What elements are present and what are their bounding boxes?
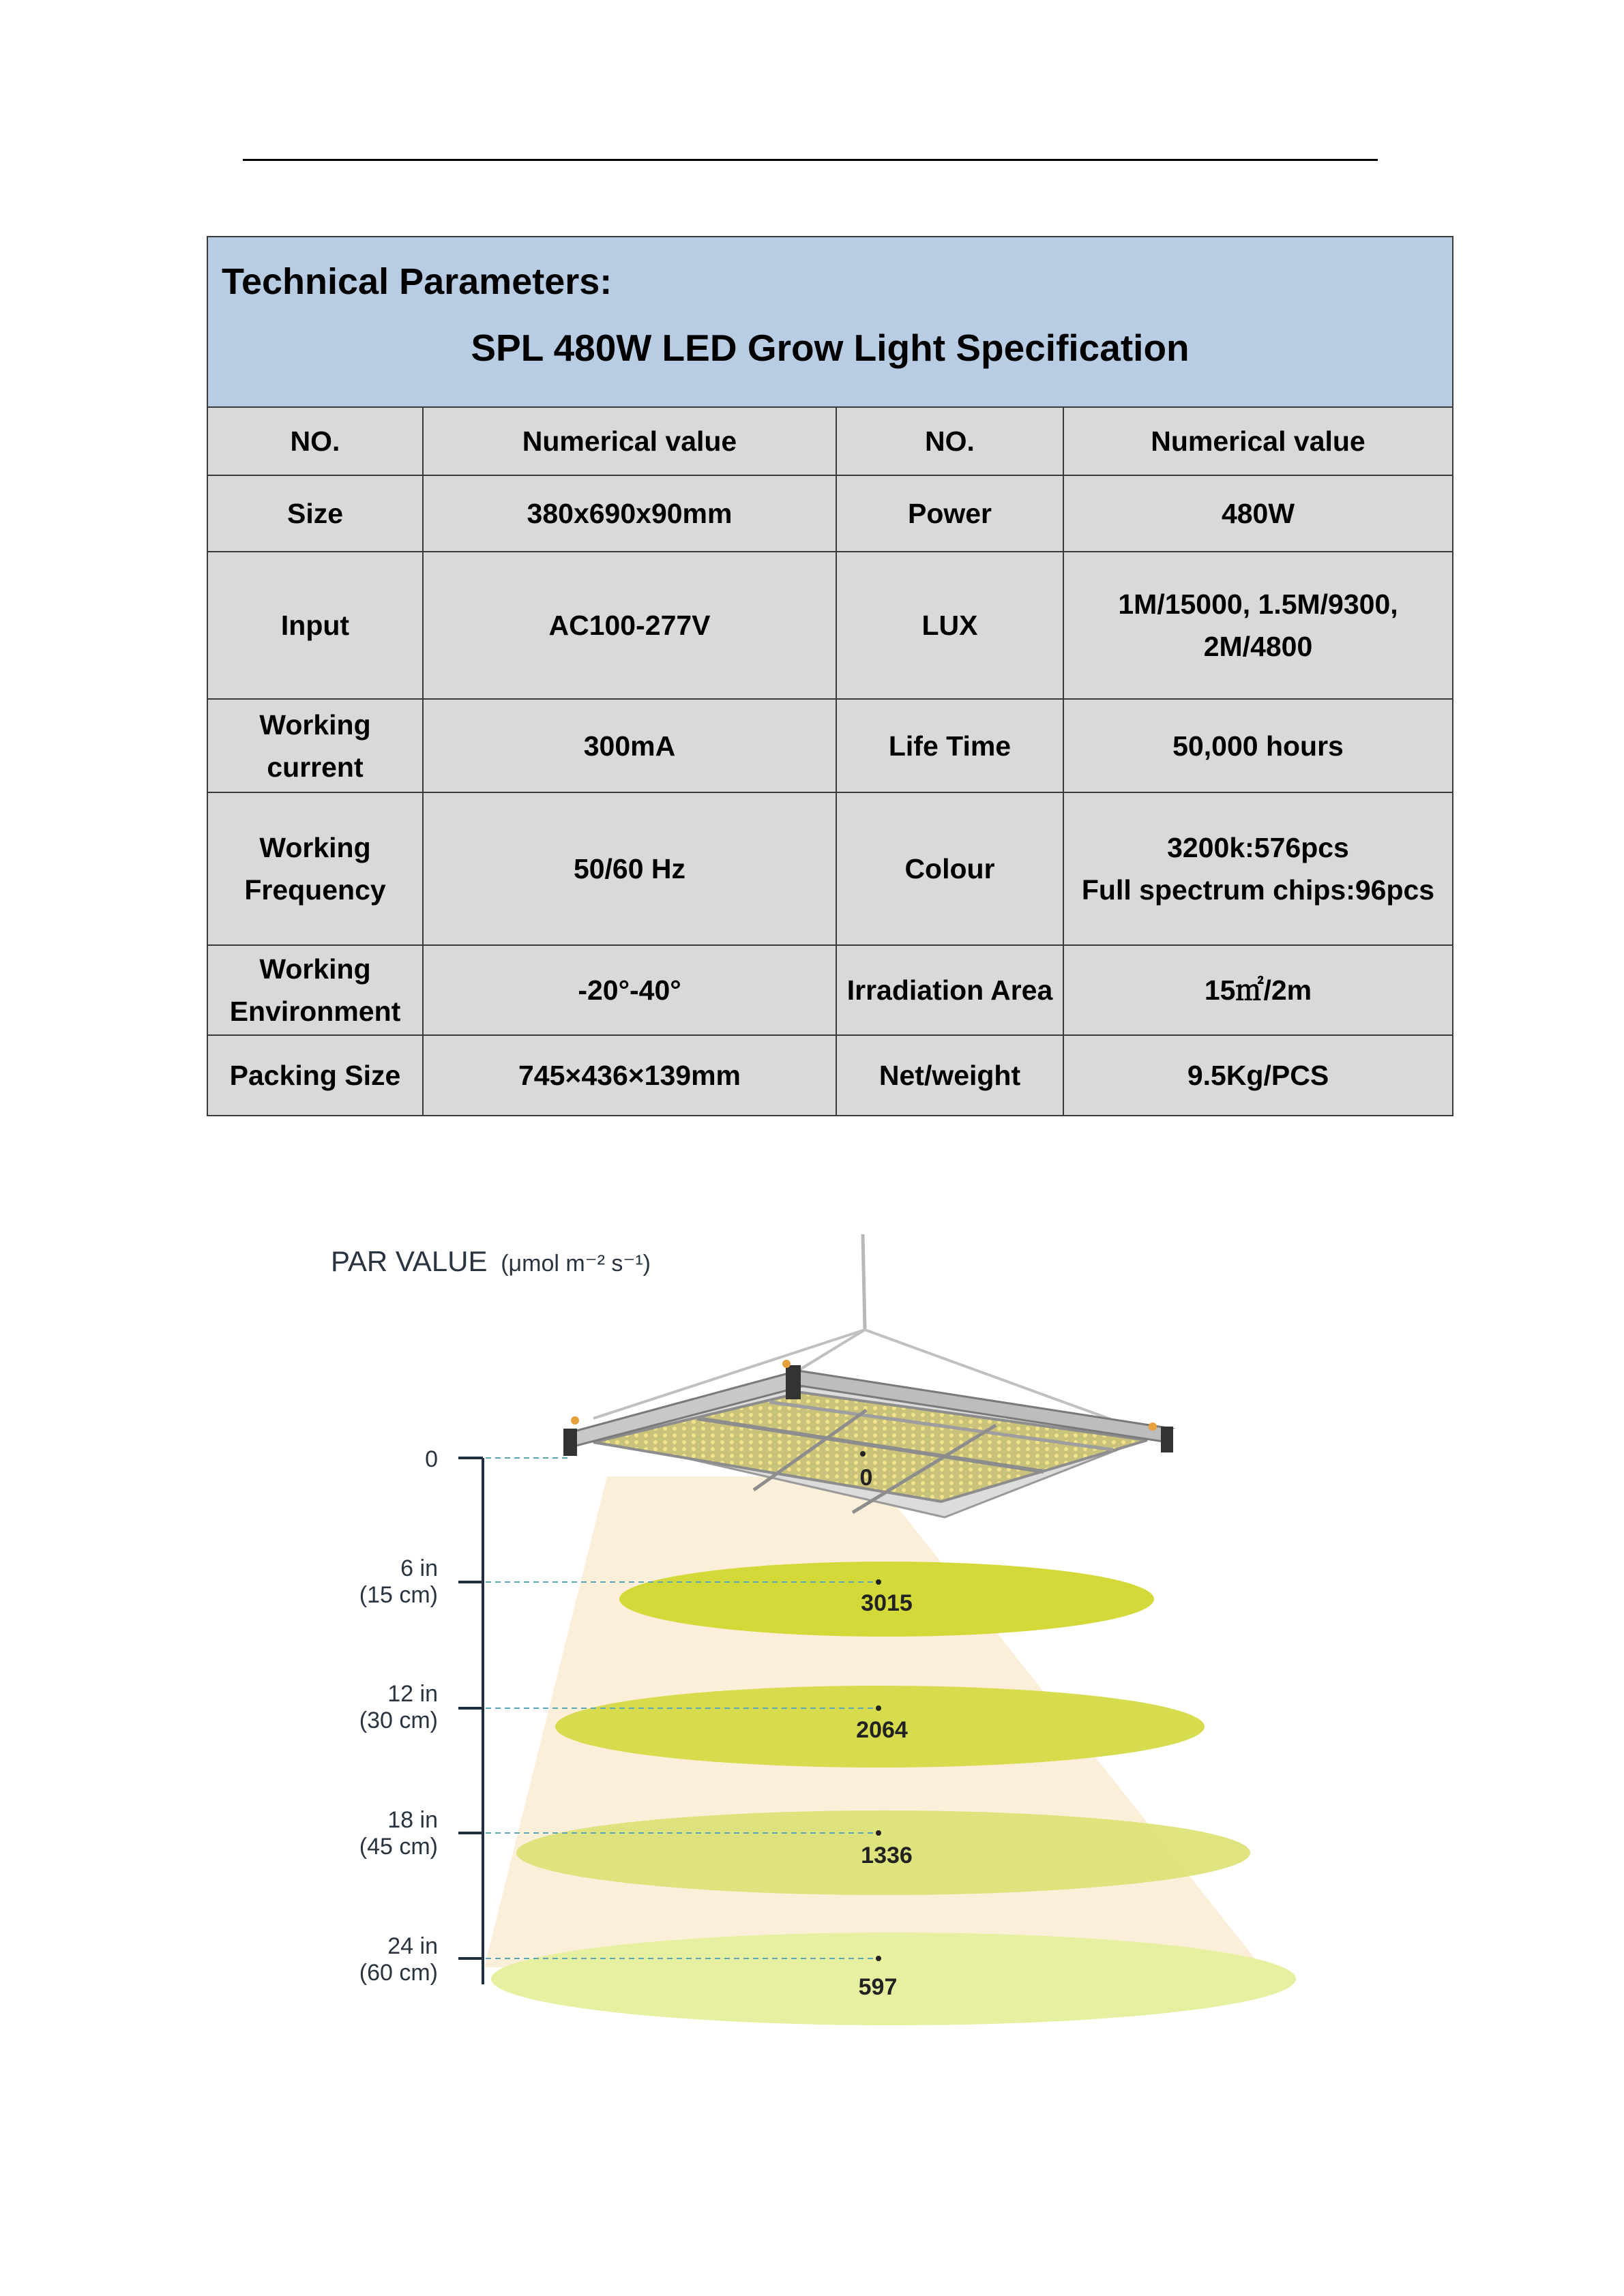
col-header-value-1: Numerical value bbox=[423, 407, 836, 475]
col-header-value-2: Numerical value bbox=[1063, 407, 1453, 475]
param-label: Colour bbox=[836, 792, 1063, 945]
fixture-endcap bbox=[786, 1365, 801, 1399]
value-line: 1M/15000, 1.5M/9300, bbox=[1118, 588, 1398, 620]
table-row bbox=[207, 552, 1453, 699]
param-value bbox=[1063, 792, 1453, 945]
center-dot bbox=[876, 1830, 881, 1836]
par-figure bbox=[307, 1207, 1330, 2039]
param-value: 745×436×139mm bbox=[423, 1035, 836, 1116]
param-value: -20°-40° bbox=[423, 945, 836, 1035]
param-label: Irradiation Area bbox=[836, 945, 1063, 1035]
value-line: 480W bbox=[1221, 498, 1295, 529]
fixture-endcap bbox=[563, 1429, 577, 1456]
fixture-clip bbox=[782, 1360, 791, 1368]
param-label: Life Time bbox=[836, 699, 1063, 792]
par-unit: (μmol m⁻² s⁻¹) bbox=[501, 1251, 651, 1277]
param-value bbox=[1063, 945, 1453, 1035]
param-value: 300mA bbox=[423, 699, 836, 792]
distance-label-cm: (30 cm) bbox=[359, 1708, 438, 1733]
par-value: 3015 bbox=[861, 1590, 913, 1616]
param-label: Input bbox=[207, 552, 423, 699]
table-row bbox=[207, 945, 1453, 1035]
center-dot bbox=[876, 1705, 881, 1711]
col-header-no-2: NO. bbox=[836, 407, 1063, 475]
hanger-wire bbox=[863, 1234, 865, 1330]
fixture-clip bbox=[1149, 1422, 1157, 1431]
table-row bbox=[207, 792, 1453, 945]
param-label: Working current bbox=[207, 699, 423, 792]
param-label: Size bbox=[207, 475, 423, 552]
distance-label-cm: (60 cm) bbox=[359, 1960, 438, 1986]
hanger-wire bbox=[798, 1330, 865, 1371]
value-line: 3200k:576pcs bbox=[1167, 832, 1349, 863]
par-value: 1336 bbox=[861, 1843, 913, 1868]
distance-label-cm: (45 cm) bbox=[359, 1834, 438, 1860]
value-line: 9.5Kg/PCS bbox=[1187, 1060, 1329, 1091]
table-title: SPL 480W LED Grow Light Specification bbox=[471, 327, 1190, 369]
value-line: 2M/4800 bbox=[1203, 631, 1313, 662]
param-label: LUX bbox=[836, 552, 1063, 699]
par-value: 0 bbox=[859, 1465, 873, 1491]
param-value: AC100-277V bbox=[423, 552, 836, 699]
header-rule bbox=[243, 159, 1378, 161]
distance-label: 24 in bbox=[387, 1933, 438, 1959]
param-label: Working Environment bbox=[207, 945, 423, 1035]
table-row bbox=[207, 1035, 1453, 1116]
table-header bbox=[207, 237, 1453, 407]
param-label: Working Frequency bbox=[207, 792, 423, 945]
spec-table bbox=[207, 236, 1453, 1116]
param-label: Packing Size bbox=[207, 1035, 423, 1116]
table-row bbox=[207, 475, 1453, 552]
center-dot bbox=[876, 1956, 881, 1961]
column-header-row bbox=[207, 407, 1453, 475]
value-line: 50,000 hours bbox=[1172, 730, 1344, 762]
distance-label: 6 in bbox=[400, 1555, 438, 1581]
param-label: Power bbox=[836, 475, 1063, 552]
par-value: 2064 bbox=[856, 1717, 908, 1743]
param-label: Net/weight bbox=[836, 1035, 1063, 1116]
center-dot bbox=[876, 1579, 881, 1585]
section-heading: Technical Parameters: bbox=[222, 261, 612, 302]
par-value: 597 bbox=[858, 1974, 898, 2000]
value-line: Full spectrum chips:96pcs bbox=[1081, 874, 1435, 906]
distance-label: 12 in bbox=[387, 1681, 438, 1707]
par-title bbox=[331, 1245, 651, 1277]
param-value bbox=[1063, 1035, 1453, 1116]
param-value: 380x690x90mm bbox=[423, 475, 836, 552]
table-row bbox=[207, 699, 1453, 792]
param-value bbox=[1063, 699, 1453, 792]
par-title-text: PAR VALUE bbox=[331, 1245, 488, 1277]
param-value bbox=[1063, 475, 1453, 552]
param-value bbox=[1063, 552, 1453, 699]
col-header-no-1: NO. bbox=[207, 407, 423, 475]
fixture-clip bbox=[571, 1416, 579, 1425]
distance-label: 0 bbox=[425, 1446, 438, 1472]
center-dot bbox=[860, 1451, 866, 1457]
value-line: 15㎡/2m bbox=[1204, 974, 1312, 1006]
distance-label: 18 in bbox=[387, 1807, 438, 1833]
distance-label-cm: (15 cm) bbox=[359, 1582, 438, 1608]
fixture-endcap bbox=[1161, 1427, 1173, 1452]
par-diagram bbox=[307, 1207, 1330, 2039]
param-value: 50/60 Hz bbox=[423, 792, 836, 945]
